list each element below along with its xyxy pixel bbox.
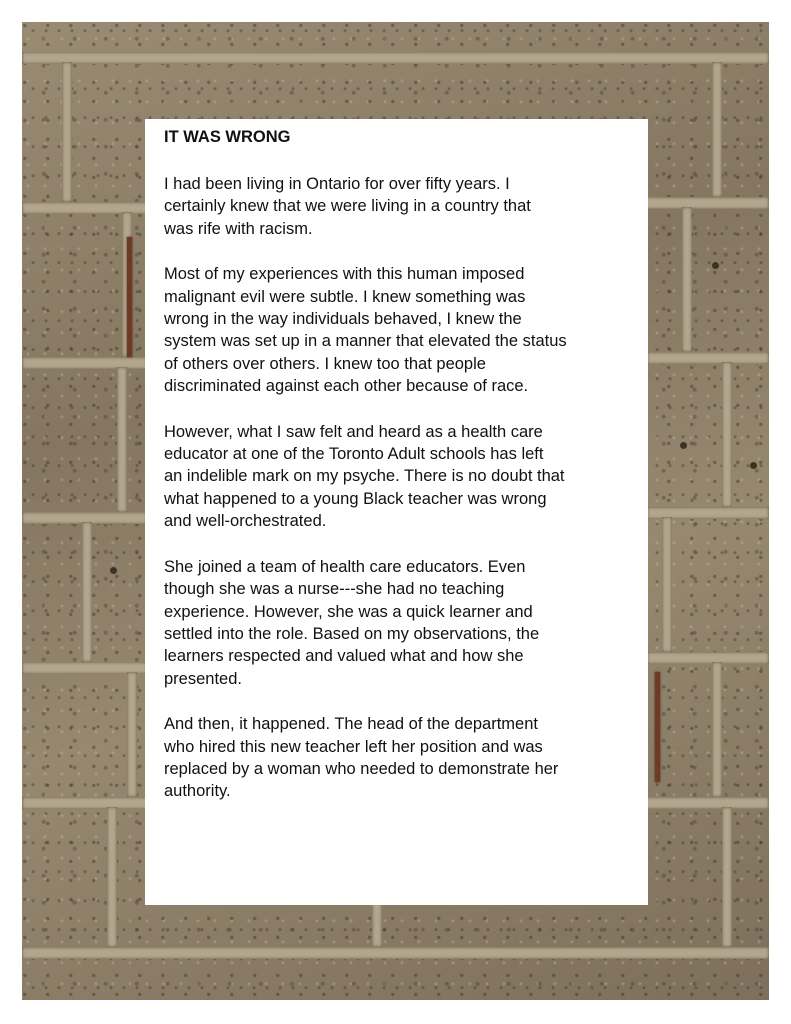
- paragraph-line: was rife with racism.: [164, 219, 313, 238]
- paragraph-line: authority.: [164, 782, 231, 801]
- paragraph-line: She joined a team of health care educators. Even: [164, 557, 526, 576]
- paragraph-line: experience. However, she was a quick learner and: [164, 602, 533, 621]
- paragraph-line: And then, it happened. The head of the department: [164, 715, 538, 734]
- paragraph-line: of others over others. I knew too that people: [164, 354, 486, 373]
- paragraph-line: learners respected and valued what and how she: [164, 647, 524, 666]
- paragraph-line: However, what I saw felt and heard as a health care: [164, 422, 543, 441]
- paragraph-line: replaced by a woman who needed to demonstrate her: [164, 759, 559, 778]
- paragraph-line: malignant evil were subtle. I knew something was: [164, 287, 526, 306]
- paragraph-line: who hired this new teacher left her position and was: [164, 737, 543, 756]
- paragraph-line: educator at one of the Toronto Adult schools has left: [164, 445, 544, 464]
- paragraph-3: [164, 421, 634, 533]
- paragraph-line: system was set up in a manner that elevated the status: [164, 332, 567, 351]
- paragraph-line: Most of my experiences with this human imposed: [164, 265, 525, 284]
- paragraph-line: presented.: [164, 669, 242, 688]
- document-title: IT WAS WRONG: [164, 128, 291, 146]
- paragraph-5: [164, 713, 634, 803]
- paragraph-line: and well-orchestrated.: [164, 512, 327, 531]
- paragraph-line: settled into the role. Based on my observations, the: [164, 624, 540, 643]
- paragraph-2: [164, 263, 634, 397]
- paragraph-4: [164, 556, 634, 690]
- paragraph-line: certainly knew that we were living in a country that: [164, 197, 531, 216]
- paragraph-line: discriminated against each other because of race.: [164, 377, 529, 396]
- paragraph-line: an indelible mark on my psyche. There is no doubt that: [164, 467, 565, 486]
- paragraph-line: wrong in the way individuals behaved, I knew the: [164, 310, 522, 329]
- text-sheet: [145, 119, 648, 905]
- paragraph-1: [164, 173, 634, 240]
- paragraph-line: I had been living in Ontario for over fifty years. I: [164, 175, 510, 193]
- paragraph-line: though she was a nurse---she had no teaching: [164, 580, 505, 599]
- paragraph-line: what happened to a young Black teacher was wrong: [164, 489, 547, 508]
